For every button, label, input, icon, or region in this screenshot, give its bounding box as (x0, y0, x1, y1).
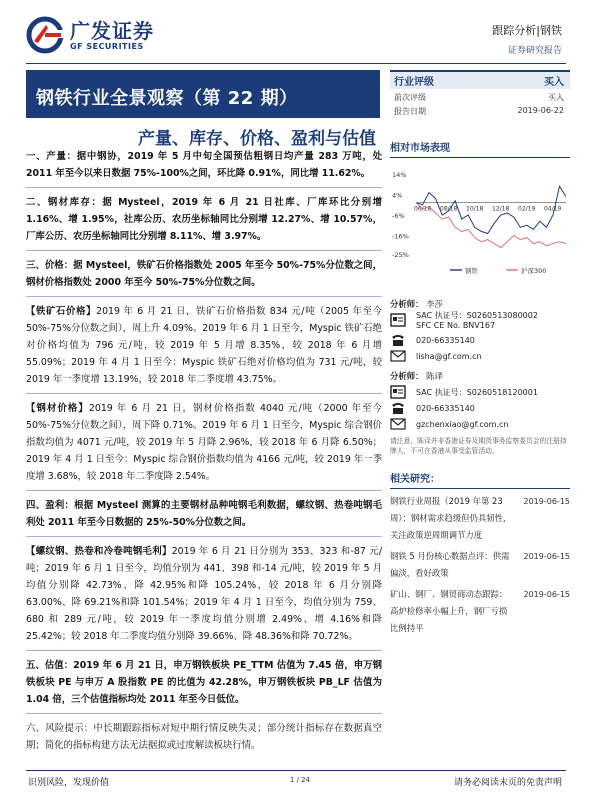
phone-icon (390, 333, 408, 347)
brand-name-cn: 广发证券 (70, 18, 154, 43)
x-tick-label: 02/19 (518, 205, 536, 213)
section-valuation: 五、估值：2019 年 6 月 21 日，申万钢铁板块 PE_TTM 估值为 7.45 倍，申万钢铁板块 PE 与申万 A 股指数 PE 的比值为 42.28%，申万钢铁板块 PB_LF 估值为 1.04 倍，三个估值指标均处 2011 年至今日低位。 (26, 660, 382, 705)
sfc-number: SFC CE No. BNV167 (416, 321, 496, 330)
section-risk: 六、风险提示：中长期跟踪指标对短中期行情反映失灵；部分统计指标存在数据真空期；简化的指标构建方法无法据拟或过度解读板块行情。 (26, 723, 382, 751)
previous-rating-row (390, 89, 570, 103)
related-item[interactable] (390, 586, 570, 637)
iron-ore-text: 2019 年 6 月 21 日，铁矿石价格指数 834 元/吨（2005 年至今 50%-75%分位数之间），周上升 4.09%。2019 年 6 月 1 日至今，Myspic 铁矿石绝对价格均值为 796 元/吨，较 2019 年 5 月增 8.35%，较 2018 年 6 月增 55.09%；2019 年 4 月 1 日至今：Myspic 铁矿石绝对价格均值为 731 元/吨，较 2019 年一季度增 13.19%，较 2018 年二季度增 43.75%。 (26, 306, 382, 385)
brand-name-en: GF SECURITIES (70, 41, 144, 51)
header-divider (26, 63, 566, 64)
y-tick-label: -6% (392, 212, 405, 221)
related-title: 矿山、钢厂、钢贸商动态跟踪：高炉检修率小幅上升，钢厂亏损比例持平 (390, 589, 508, 633)
page-header (0, 0, 600, 64)
x-tick-label: 08/18 (440, 205, 458, 213)
related-item[interactable] (390, 548, 570, 582)
y-tick-label: -25% (392, 251, 409, 259)
divider (26, 536, 382, 537)
section-output: 一、产量：据中钢协，2019 年 5 月中旬全国预估粗钢日均产量 283 万吨，处 2011 年至今以来日数据 75%-100%之间，环比降 0.91%，同比增 11.62%。 (26, 151, 382, 179)
sidebar (390, 70, 570, 637)
market-performance-heading: 相对市场表现 (390, 139, 570, 158)
divider (26, 393, 382, 394)
previous-rating-value: 买入 (548, 93, 564, 102)
steel-price-text: 2019 年 6 月 21 日，钢材价格指数 4040 元/吨（2000 年至今 50%-75%分位数之间），周下降 0.71%。2019 年 6 月 1 日至今，Myspic 综合钢价指数均值为 4071 元/吨，较 2019 年 5 月降 2.96%，较 2018 年 6 月降 6.50%；2019 年 4 月 1 日至今：Myspic 综合钢价指数均值为 4166 元/吨，较 2019 年一季度增 3.68%，较 2018 年二季度降 2.54%。 (26, 403, 382, 482)
related-research-list (390, 493, 570, 637)
related-date: 2019-06-15 (523, 497, 570, 506)
legend-label: 沪深300 (521, 267, 547, 275)
section-inventory: 二、钢材库存：据 Mysteel，2019 年 6 月 21 日社库、厂库环比分别增 1.16%、增 1.95%，社库公历、农历坐标轴同比分别增 12.27%、增 10.57%，厂库公历、农历坐标轴同比分别增 8.11%、增 3.97%。 (26, 197, 382, 242)
iron-ore-price-block (26, 303, 382, 388)
divider (26, 296, 382, 297)
section-price: 三、价格：据 Mysteel，铁矿石价格指数处 2005 年至今 50%-75%分位数之间，钢材价格指数处 2000 年至今 50%-75%分位数之间。 (26, 260, 382, 288)
previous-rating-label: 前次评级 (394, 93, 426, 102)
divider (26, 490, 382, 491)
phone-icon (390, 401, 408, 415)
related-date: 2019-06-15 (523, 552, 570, 561)
analyst-block-1 (390, 296, 570, 364)
x-tick-label: 06/18 (414, 205, 432, 213)
email-icon (390, 417, 408, 431)
y-tick-label: 4% (392, 191, 403, 200)
analyst-block-2 (390, 368, 570, 456)
sac-number: SAC 执证号：S0260518120001 (416, 387, 538, 397)
analyst-name: 李莎 (426, 299, 443, 309)
report-type: 证券研究报告 (507, 46, 562, 56)
id-card-icon (390, 313, 408, 327)
related-title: 钢铁 5 月份核心数据点评：供需偏淡，看好政策 (390, 551, 510, 578)
email-icon (390, 349, 408, 363)
rating-value: 买入 (544, 77, 564, 88)
footer-divider (26, 770, 566, 771)
related-date: 2019-06-15 (523, 590, 570, 599)
margin-text: 2019 年 6 月 21 日分别为 353、323 和-87 元/吨；2019 年 6 月 1 日至今，均值分别为 441、398 和-14 元/吨，较 2019 年 5 月均值分别降 42.73%、降 42.95%和降 105.24%，较 2018 年 6 月分别降 63.00%、降 69.21%和降 101.54%；2019 年 4 月 1 日至今，均值分别为 759、680 和 289 元/吨，较 2019 年一季度均值分别增 2.49%、增 4.16%和降 25.42%；较 2018 年二季度均值分别降 39.66%、降 48.36%和降 70.72%。 (26, 546, 382, 642)
report-category: 跟踪分析|钢铁 (492, 24, 562, 37)
analyst-name: 陈译 (426, 371, 443, 381)
footer-disclaimer: 请务必阅读末页的免责声明 (453, 778, 562, 788)
analyst-label: 分析师： (390, 299, 424, 309)
gf-logo-icon (26, 16, 64, 54)
relative-performance-chart (390, 166, 570, 278)
analyst-label: 分析师： (390, 371, 424, 381)
report-date-label: 报告日期 (394, 107, 426, 116)
margin-tag: 【螺纹钢、热卷和冷卷吨钢毛利】 (26, 546, 172, 557)
iron-ore-tag: 【铁矿石价格】 (26, 306, 97, 317)
divider (26, 713, 382, 714)
x-tick-label: 04/19 (544, 205, 562, 213)
rating-header (390, 70, 570, 89)
y-tick-label: -16% (392, 232, 409, 241)
summary-body (26, 148, 382, 759)
analyst-disclaimer: 请注意，陈译并非香港证券及期货事务监察委员会的注册持牌人，不可在香港从事受监管活动。 (390, 437, 567, 455)
report-subtitle: 产量、库存、价格、盈利与估值 (138, 129, 376, 149)
steel-price-tag: 【钢材价格】 (26, 403, 89, 414)
steel-price-block (26, 400, 382, 485)
chart-svg (390, 166, 570, 278)
divider (26, 187, 382, 188)
footer-slogan: 识别风险，发现价值 (28, 778, 110, 788)
x-tick-label: 12/18 (492, 205, 510, 213)
id-card-icon (390, 385, 408, 399)
report-title: 钢铁行业全景观察（第 22 期） (26, 70, 380, 118)
brand-logo (26, 16, 154, 54)
report-date-value: 2019-06-22 (517, 106, 564, 115)
phone-number: 020-66335140 (416, 335, 475, 345)
related-item[interactable] (390, 493, 570, 544)
related-research-heading: 相关研究： (390, 470, 570, 489)
section-profit: 四、盈利：根据 Mysteel 测算的主要钢材品种吨钢毛利数据，螺纹钢、热卷吨钢毛利处 2011 年至今日数据的 25%-50%分位数之间。 (26, 500, 382, 528)
phone-number: 020-66335140 (416, 403, 475, 413)
x-tick-label: 10/18 (466, 205, 484, 213)
related-title: 钢铁行业周报（2019 年第 23 周）：钢材需求趋缓但仍具韧性，关注政策逆周期调节力度 (390, 496, 512, 540)
legend-label: 钢铁 (465, 267, 478, 275)
divider (26, 250, 382, 251)
rating-label: 行业评级 (394, 77, 434, 88)
email-address[interactable]: gzchenxiao@gf.com.cn (416, 419, 509, 429)
margin-block (26, 543, 382, 645)
email-address[interactable]: lisha@gf.com.cn (416, 351, 482, 361)
y-tick-label: 14% (392, 171, 407, 179)
sac-number: SAC 执证号：S0260513080002 (416, 311, 538, 320)
page-number: 1 / 24 (289, 776, 311, 784)
report-date-row (390, 103, 570, 117)
divider (26, 650, 382, 651)
